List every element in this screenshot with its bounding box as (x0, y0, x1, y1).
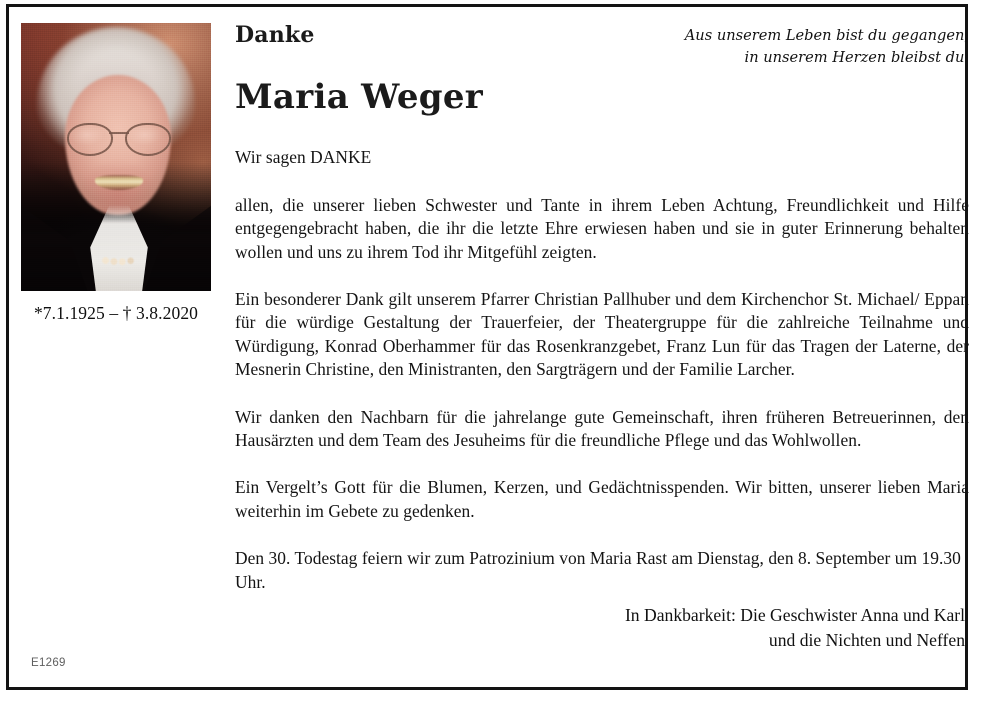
quote-line-1: Aus unserem Leben bist du gegangen, (684, 27, 969, 44)
life-dates: *7.1.1925 – † 3.8.2020 (33, 303, 199, 323)
photo-grain-overlay (21, 23, 211, 291)
intro-line: Wir sagen DANKE (235, 147, 372, 168)
text-column (235, 23, 969, 594)
paragraph-5: Den 30. Todestag feiern wir zum Patrozinium von Maria Rast am Dienstag, den 8. September um 19.30 Uhr. (235, 548, 961, 592)
signature-line-2: und die Nichten und Neffen (768, 630, 965, 650)
header-row (235, 23, 969, 67)
memorial-card (6, 4, 968, 690)
deceased-name: Maria Weger (235, 77, 484, 117)
portrait-column (21, 23, 217, 324)
page-title: Danke (235, 22, 315, 48)
paragraph-2: Ein besonderer Dank gilt unserem Pfarrer Christian Pallhuber und dem Kirchenchor St. Michael/ Eppan für die würdige Gestaltung der Trauerfeier, der Theatergruppe für die zahlreiche Teilnahme und Würdigung, Konrad Oberhammer für das Rosenkranzgebet, Franz Lun für das Tragen der Laterne, der Mesnerin Christine, den Ministranten, den Sargträgern und der Familie Larcher. (235, 289, 969, 380)
paragraph-1: allen, die unserer lieben Schwester und Tante in ihrem Leben Achtung, Freundlichkeit und Hilfe entgegengebracht haben, die ihr die letzte Ehre erwiesen haben und sie in guter Erinnerung behalten wollen und uns zu ihrem Tod ihr Mitgefühl zeigten. (235, 194, 969, 262)
paragraph-4: Ein Vergelt’s Gott für die Blumen, Kerzen, und Gedächtnisspenden. Wir bitten, unserer lieben Maria weiterhin im Gebete zu gedenken. (235, 477, 969, 521)
signature-line-1: In Dankbarkeit: Die Geschwister Anna und Karl (624, 605, 965, 625)
paragraph-3: Wir danken den Nachbarn für die jahrelange gute Gemeinschaft, ihren früheren Betreuerinnen, den Hausärzten und dem Team des Jesuheims für die freundliche Pflege und das Wohlwollen. (235, 406, 969, 451)
quote-line-2: in unserem Herzen bleibst du. (744, 49, 969, 67)
body-text (235, 146, 969, 594)
memorial-quote (685, 25, 969, 69)
portrait-photo (21, 23, 211, 291)
signature-block (231, 603, 965, 653)
reference-code: E1269 (31, 657, 66, 669)
